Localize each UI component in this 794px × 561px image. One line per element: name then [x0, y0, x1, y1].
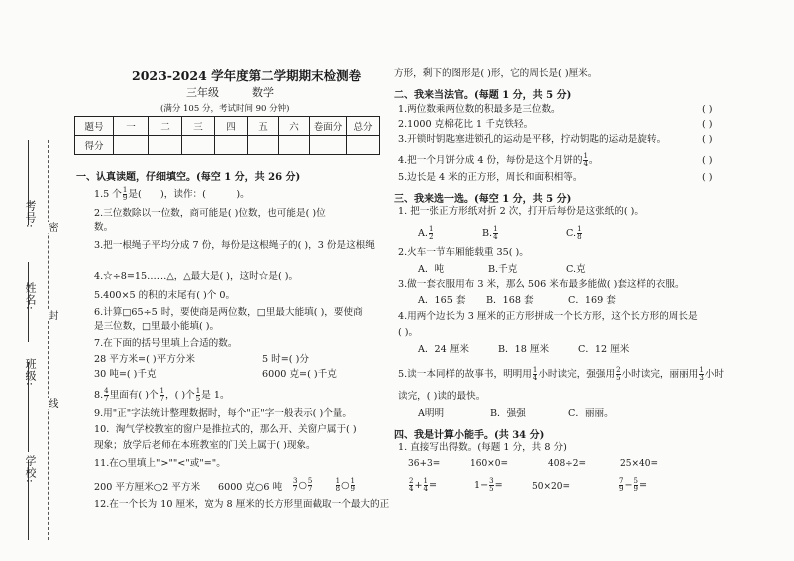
choice-1: 1. 把一张正方形纸对折 2 次，打开后每份是这张纸的( )。 — [398, 206, 645, 217]
score-cell: 一 — [114, 117, 149, 136]
choice-option[interactable]: C．丽丽。 — [568, 408, 614, 419]
choice-4-line-2: ( )。 — [398, 327, 419, 338]
choice-5-line-2: 读完，( )读的最快。 — [398, 391, 486, 402]
subject-label: 数学 — [252, 86, 274, 99]
choice-option[interactable]: C．12 厘米 — [578, 344, 630, 355]
question-11: 11.在○里填上">""<"或"="。 — [94, 458, 226, 469]
cut-char-feng: 封 — [46, 310, 57, 321]
score-input[interactable] — [149, 136, 182, 155]
fraction: $\frac{1}{7}$ — [159, 387, 165, 403]
question-7-item: 28 平方米=( )平方分米 — [94, 354, 195, 365]
choice-option[interactable]: A明明 — [418, 408, 445, 419]
section-4-heading: 四、我是计算小能手。(共 34 分) — [394, 430, 545, 441]
class-label: 班级: — [24, 358, 37, 387]
choice-option[interactable]: A．24 厘米 — [418, 344, 469, 355]
choice-option[interactable]: C. $\frac{1}{8}$ — [566, 225, 582, 241]
question-12-continued: 方形，剩下的图形是( )形，它的周长是( )厘米。 — [394, 68, 598, 79]
fraction: $\frac{5}{9}$ — [633, 477, 638, 493]
question-2-line-1: 2.三位数除以一位数，商可能是( )位数，也可能是( )位 — [94, 208, 326, 219]
question-6-line-1: 6.计算□65÷5 时，要使商是两位数，□里最大能填( )，要使商 — [94, 307, 363, 318]
fraction: $\frac{5}{7}$ — [307, 477, 313, 493]
fraction: $\frac{1}{4}$ — [532, 366, 538, 382]
question-2-line-2: 数。 — [94, 222, 114, 233]
calc-instructions: 1. 直接写出得数。(每题 1 分，共 8 分) — [398, 442, 567, 453]
fraction: $\frac{1}{5}$ — [195, 387, 201, 403]
score-cell: 得分 — [75, 136, 114, 155]
choice-option[interactable]: B．强强 — [490, 408, 526, 419]
choice-4-line-1: 4.用两个边长为 3 厘米的正方形拼成一个长方形，这个长方形的周长是 — [398, 311, 698, 322]
tf-item-3: 3.开锁时钥匙塞进锁孔的运动是平移，拧动钥匙的运动是旋转。 — [398, 134, 667, 145]
calc-item: 36+3= — [408, 459, 441, 469]
calc-item: 25×40= — [620, 459, 658, 469]
exam-title: 2023-2024 学年度第二学期期末检测卷 — [132, 68, 362, 83]
question-1: 1.5 个 $\frac{1}{9}$ 是( )，读作：( )。 — [94, 186, 250, 202]
choice-option[interactable]: B．168 套 — [486, 295, 534, 306]
calc-item: $\frac{7}{9}$ − $\frac{5}{9}$ = — [619, 477, 648, 493]
choice-option[interactable]: B．18 厘米 — [498, 344, 550, 355]
school-label: 学校: — [24, 455, 37, 484]
exam-no-label: 考号: — [24, 200, 37, 229]
grade-label: 三年级 — [186, 86, 219, 99]
question-9: 9.用"正"字法统计整理数据时，每个"正"字一般表示( )个量。 — [94, 408, 352, 419]
score-input[interactable] — [215, 136, 248, 155]
fraction: $\frac{7}{9}$ — [619, 477, 624, 493]
score-header-row — [75, 117, 380, 136]
tf-item-5: 5.边长是 4 米的正方形，周长和面积相等。 — [398, 172, 583, 183]
fraction: $\frac{1}{4}$ — [493, 225, 498, 241]
fraction: $\frac{1}{4}$ — [423, 477, 428, 493]
question-10-line-2: 现象；放学后老师在本班教室的门关上属于( )现象。 — [94, 440, 316, 451]
tf-item-4: 4.把一个月饼分成 4 份，每份是这个月饼的 $\frac{1}{4}$ 。 — [398, 152, 599, 168]
fraction: $\frac{2}{4}$ — [409, 477, 414, 493]
choice-option[interactable]: A．165 套 — [418, 295, 466, 306]
choice-option[interactable]: C．169 套 — [568, 295, 616, 306]
calc-item: 1− $\frac{3}{5}$ = — [474, 477, 503, 493]
calc-item: $\frac{2}{4}$ + $\frac{1}{4}$ = — [409, 477, 438, 493]
calc-item: 408÷2= — [548, 459, 586, 469]
fraction: $\frac{1}{8}$ — [577, 225, 582, 241]
choice-option[interactable]: B. $\frac{1}{4}$ — [482, 225, 498, 241]
score-input[interactable] — [114, 136, 149, 155]
score-input[interactable] — [248, 136, 279, 155]
score-cell: 五 — [248, 117, 279, 136]
fraction: $\frac{2}{5}$ — [616, 366, 621, 382]
tf-answer-paren[interactable]: ( ) — [702, 104, 713, 115]
score-input[interactable] — [310, 136, 347, 155]
score-table — [74, 116, 380, 155]
tf-answer-paren[interactable]: ( ) — [702, 172, 713, 183]
score-input[interactable] — [347, 136, 380, 155]
choice-2: 2.火车一节车厢能载重 35( )。 — [398, 247, 529, 258]
name-label: 姓名: — [24, 282, 37, 311]
score-cell: 四 — [215, 117, 248, 136]
score-input[interactable] — [279, 136, 310, 155]
score-cell: 题号 — [75, 117, 114, 136]
question-7: 7.在下面的括号里填上合适的数。 — [94, 338, 238, 349]
tf-item-1: 1.两位数乘两位数的积最多是三位数。 — [398, 104, 561, 115]
fraction: $\frac{3}{7}$ — [293, 477, 298, 493]
question-4: 4.☆÷8=15……△，△最大是( )，这时☆是( )。 — [94, 271, 299, 282]
fraction: $\frac{1}{4}$ — [583, 152, 588, 168]
cut-char-mi: 密 — [46, 222, 57, 233]
question-3: 3.把一根绳子平均分成 7 份，每份是这根绳子的( )，3 份是这根绳 — [94, 240, 375, 251]
exam-note: (满分 105 分，考试时间 90 分钟) — [160, 104, 290, 114]
tf-answer-paren[interactable]: ( ) — [702, 155, 713, 166]
question-12: 12.在一个长为 10 厘米，宽为 8 厘米的长方形里面截取一个最大的正 — [94, 499, 390, 510]
fraction: $\frac{1}{8}$ — [335, 477, 341, 493]
section-3-heading: 三、我来选一选。(每空 1 分，共 5 分) — [394, 194, 572, 205]
tf-item-2: 2.1000 克棉花比 1 千克铁轻。 — [398, 119, 534, 130]
calc-item: 160×0= — [470, 459, 508, 469]
binding-strip — [0, 0, 70, 561]
cut-char-xian: 线 — [46, 398, 57, 409]
question-10-line-1: 10．淘气学校教室的窗户是推拉式的，那么开、关窗户属于( ) — [94, 424, 357, 435]
fraction: $\frac{1}{3}$ — [699, 366, 704, 382]
question-5: 5.400×5 的积的末尾有( )个 0。 — [94, 290, 236, 301]
score-value-row — [75, 136, 380, 155]
fraction: $\frac{3}{5}$ — [489, 477, 494, 493]
question-6-line-2: 是三位数，□里最小能填( )。 — [94, 321, 220, 332]
question-11-item: 200 平方厘米○2 平方米 — [94, 482, 201, 493]
choice-option[interactable]: A. $\frac{1}{2}$ — [418, 225, 434, 241]
score-cell: 二 — [149, 117, 182, 136]
fraction: $\frac{1}{2}$ — [428, 225, 434, 241]
calc-item: 50×20= — [532, 482, 570, 492]
score-cell: 六 — [279, 117, 310, 136]
question-7-item: 30 吨=( )千克 — [94, 369, 157, 380]
score-cell: 卷面分 — [310, 117, 347, 136]
question-11-item: $\frac{3}{7}$ ○ $\frac{5}{7}$ $\frac{1}{8}$ ○ $\frac{1}{9}$ — [293, 477, 355, 493]
score-cell: 三 — [182, 117, 215, 136]
fraction: $\frac{1}{9}$ — [350, 477, 355, 493]
choice-5-line-1: 5.读一本同样的故事书，明明用 $\frac{1}{4}$ 小时读完，强强用 $\frac{2}{5}$ 小时读完，丽丽用 $\frac{1}{3}$ 小时 — [398, 366, 724, 382]
tf-answer-paren[interactable]: ( ) — [702, 119, 713, 130]
question-11-item: 6000 克○6 吨 — [218, 482, 283, 493]
section-2-heading: 二、我来当法官。(每题 1 分，共 5 分) — [394, 90, 572, 101]
choice-3: 3.做一套衣服用布 3 米，那么 506 米布最多能做( )套这样的衣服。 — [398, 279, 685, 290]
question-7-item: 6000 克=( )千克 — [262, 369, 337, 380]
choice-option[interactable]: B.千克 — [488, 264, 518, 275]
question-8: 8. $\frac{4}{7}$ 里面有( )个 $\frac{1}{7}$ ，( )个 $\frac{1}{5}$ 是 1。 — [94, 387, 230, 403]
section-1-heading: 一、认真读题，仔细填空。(每空 1 分，共 26 分) — [76, 172, 301, 183]
question-7-item: 5 时=( )分 — [262, 354, 309, 365]
choice-option[interactable]: A．吨 — [418, 264, 445, 275]
fraction: $\frac{1}{9}$ — [122, 186, 128, 202]
fraction: $\frac{4}{7}$ — [104, 387, 109, 403]
score-cell: 总分 — [347, 117, 380, 136]
choice-option[interactable]: C.克 — [566, 264, 586, 275]
score-input[interactable] — [182, 136, 215, 155]
cut-line — [48, 140, 49, 540]
tf-answer-paren[interactable]: ( ) — [702, 134, 713, 145]
